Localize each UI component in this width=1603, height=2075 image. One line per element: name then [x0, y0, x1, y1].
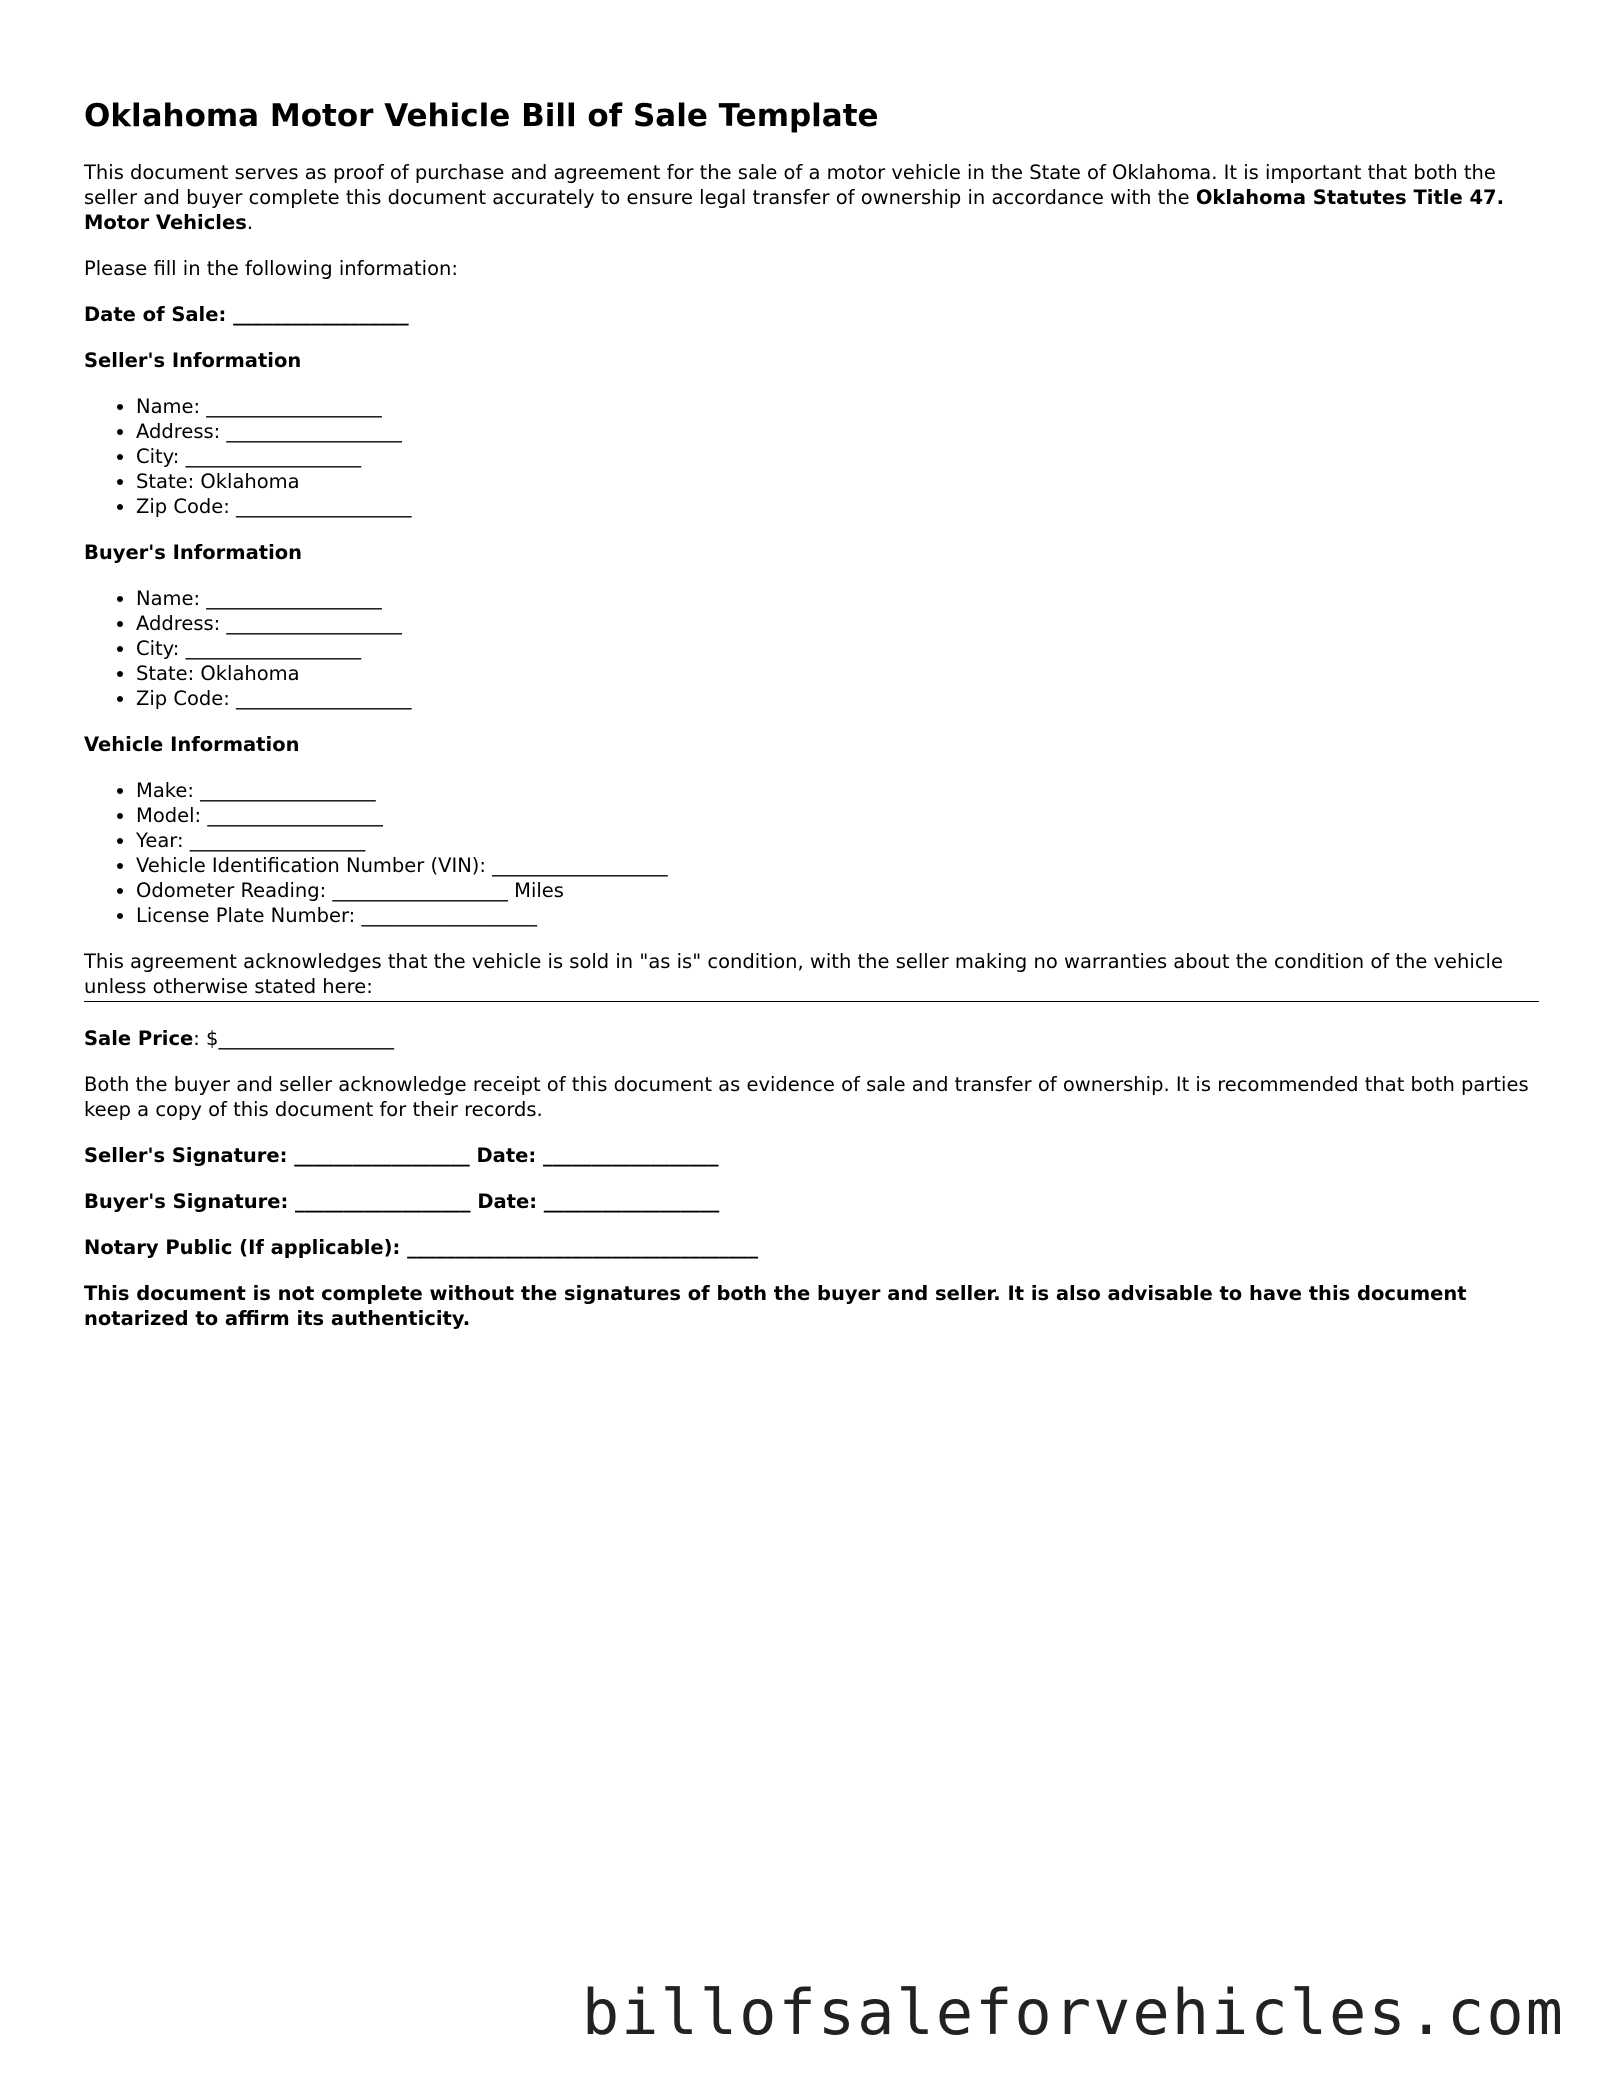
warranty-blank-line[interactable]: [84, 1001, 1539, 1002]
intro-text: This document serves as proof of purchase and agreement for the sale of a motor vehicle in the State of Oklahoma. It is important that both the seller and buyer complete this document accurately to ensure legal transfer of ownership in accordance with the: [84, 161, 1496, 209]
as-is-paragraph: This agreement acknowledges that the vehicle is sold in "as is" condition, with the seller making no warranties about the condition of the vehicle unless otherwise stated here:: [84, 950, 1503, 998]
vehicle-heading: Vehicle Information: [84, 733, 300, 756]
seller-zip-item[interactable]: • Zip Code: __________________: [136, 494, 1539, 519]
intro-end: .: [246, 211, 254, 234]
buyer-signature-line[interactable]: Buyer's Signature: __________________ Date: __________________: [84, 1190, 720, 1213]
vehicle-plate-item[interactable]: • License Plate Number: __________________: [136, 903, 1539, 928]
buyer-city-item[interactable]: • City: __________________: [136, 636, 1539, 661]
buyer-address-item[interactable]: • Address: __________________: [136, 611, 1539, 636]
seller-name-item[interactable]: • Name: __________________: [136, 394, 1539, 419]
buyer-list: [84, 586, 1539, 711]
buyer-name-item[interactable]: • Name: __________________: [136, 586, 1539, 611]
seller-city-item[interactable]: • City: __________________: [136, 444, 1539, 469]
buyer-state-item: • State: Oklahoma: [136, 661, 1539, 686]
watermark: billofsaleforvehicles.com: [581, 1976, 1565, 2049]
document-page: [84, 96, 1539, 1352]
sale-price-label: Sale Price: [84, 1027, 194, 1050]
vehicle-make-item[interactable]: • Make: __________________: [136, 778, 1539, 803]
buyer-heading: Buyer's Information: [84, 541, 303, 564]
vehicle-vin-item[interactable]: • Vehicle Identification Number (VIN): __________________: [136, 853, 1539, 878]
page-title: Oklahoma Motor Vehicle Bill of Sale Template: [84, 98, 879, 134]
date-of-sale-blank[interactable]: __________________: [233, 303, 409, 326]
fill-prompt: Please fill in the following information:: [84, 257, 458, 280]
sale-price-line: [84, 1026, 1539, 1051]
seller-address-item[interactable]: • Address: __________________: [136, 419, 1539, 444]
vehicle-odometer-item[interactable]: • Odometer Reading: __________________ Miles: [136, 878, 1539, 903]
vehicle-year-item[interactable]: • Year: __________________: [136, 828, 1539, 853]
buyer-zip-item[interactable]: • Zip Code: __________________: [136, 686, 1539, 711]
vehicle-list: [84, 778, 1539, 928]
seller-signature-line[interactable]: Seller's Signature: __________________ Date: __________________: [84, 1144, 719, 1167]
statute-reference: Oklahoma Statutes Title 47. Motor Vehicles: [84, 186, 1504, 234]
acknowledge-paragraph: Both the buyer and seller acknowledge receipt of this document as evidence of sale and transfer of ownership. It is recommended that both parties keep a copy of this document for their records.: [84, 1073, 1529, 1121]
seller-heading: Seller's Information: [84, 349, 302, 372]
seller-state-item: • State: Oklahoma: [136, 469, 1539, 494]
date-of-sale-line: [84, 302, 1539, 327]
seller-list: [84, 394, 1539, 519]
sale-price-blank[interactable]: : $__________________: [193, 1027, 394, 1050]
intro-paragraph: [84, 160, 1539, 235]
notary-line[interactable]: Notary Public (If applicable): ____________________________________: [84, 1236, 759, 1259]
vehicle-model-item[interactable]: • Model: __________________: [136, 803, 1539, 828]
closing-statement: This document is not complete without the signatures of both the buyer and seller. It is also advisable to have this document notarized to affirm its authenticity.: [84, 1282, 1467, 1330]
date-of-sale-label: Date of Sale:: [84, 303, 227, 326]
